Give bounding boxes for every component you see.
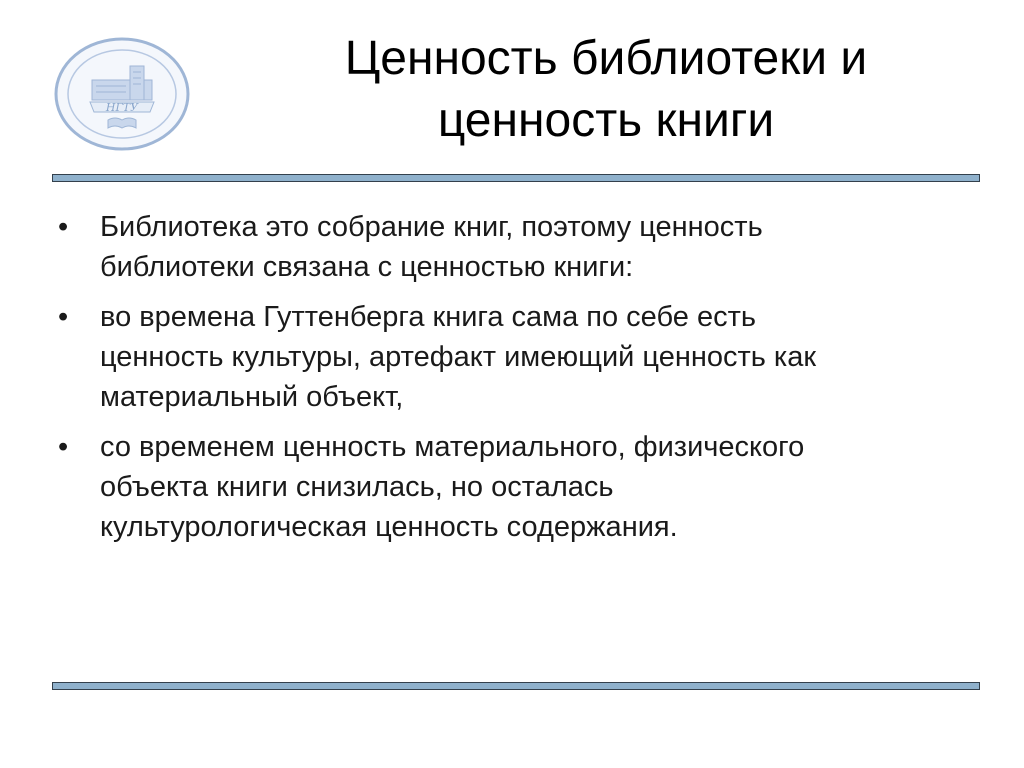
- bullet-icon: •: [58, 211, 69, 243]
- bullet-list: [58, 207, 978, 557]
- bullet-text-line: во времена Гуттенберга книга сама по себе есть: [100, 301, 756, 333]
- slide-title: [230, 28, 982, 152]
- bullet-text-line: объекта книги снизилась, но осталась: [100, 471, 614, 503]
- title-divider: [52, 174, 980, 182]
- bullet-text-line: культурологическая ценность содержания.: [100, 511, 678, 543]
- bullet-icon: •: [58, 301, 69, 333]
- bullet-text-line: ценность культуры, артефакт имеющий ценность как: [100, 341, 817, 373]
- bullet-icon: •: [58, 431, 69, 463]
- title-line-1: Ценность библиотеки и: [344, 32, 868, 85]
- bullet-item: [58, 427, 978, 547]
- bullet-text-line: Библиотека это собрание книг, поэтому ценность: [100, 211, 763, 243]
- bullet-text-line: библиотеки связана с ценностью книги:: [100, 251, 634, 283]
- bullet-item: [58, 297, 978, 417]
- logo-text: НГТУ: [105, 101, 139, 114]
- title-line-2: ценность книги: [437, 94, 775, 147]
- bullet-text-line: со временем ценность материального, физического: [100, 431, 805, 463]
- bullet-text-line: материальный объект,: [100, 381, 404, 413]
- footer-divider: [52, 682, 980, 690]
- bullet-item: [58, 207, 978, 287]
- university-seal-icon: [52, 36, 192, 152]
